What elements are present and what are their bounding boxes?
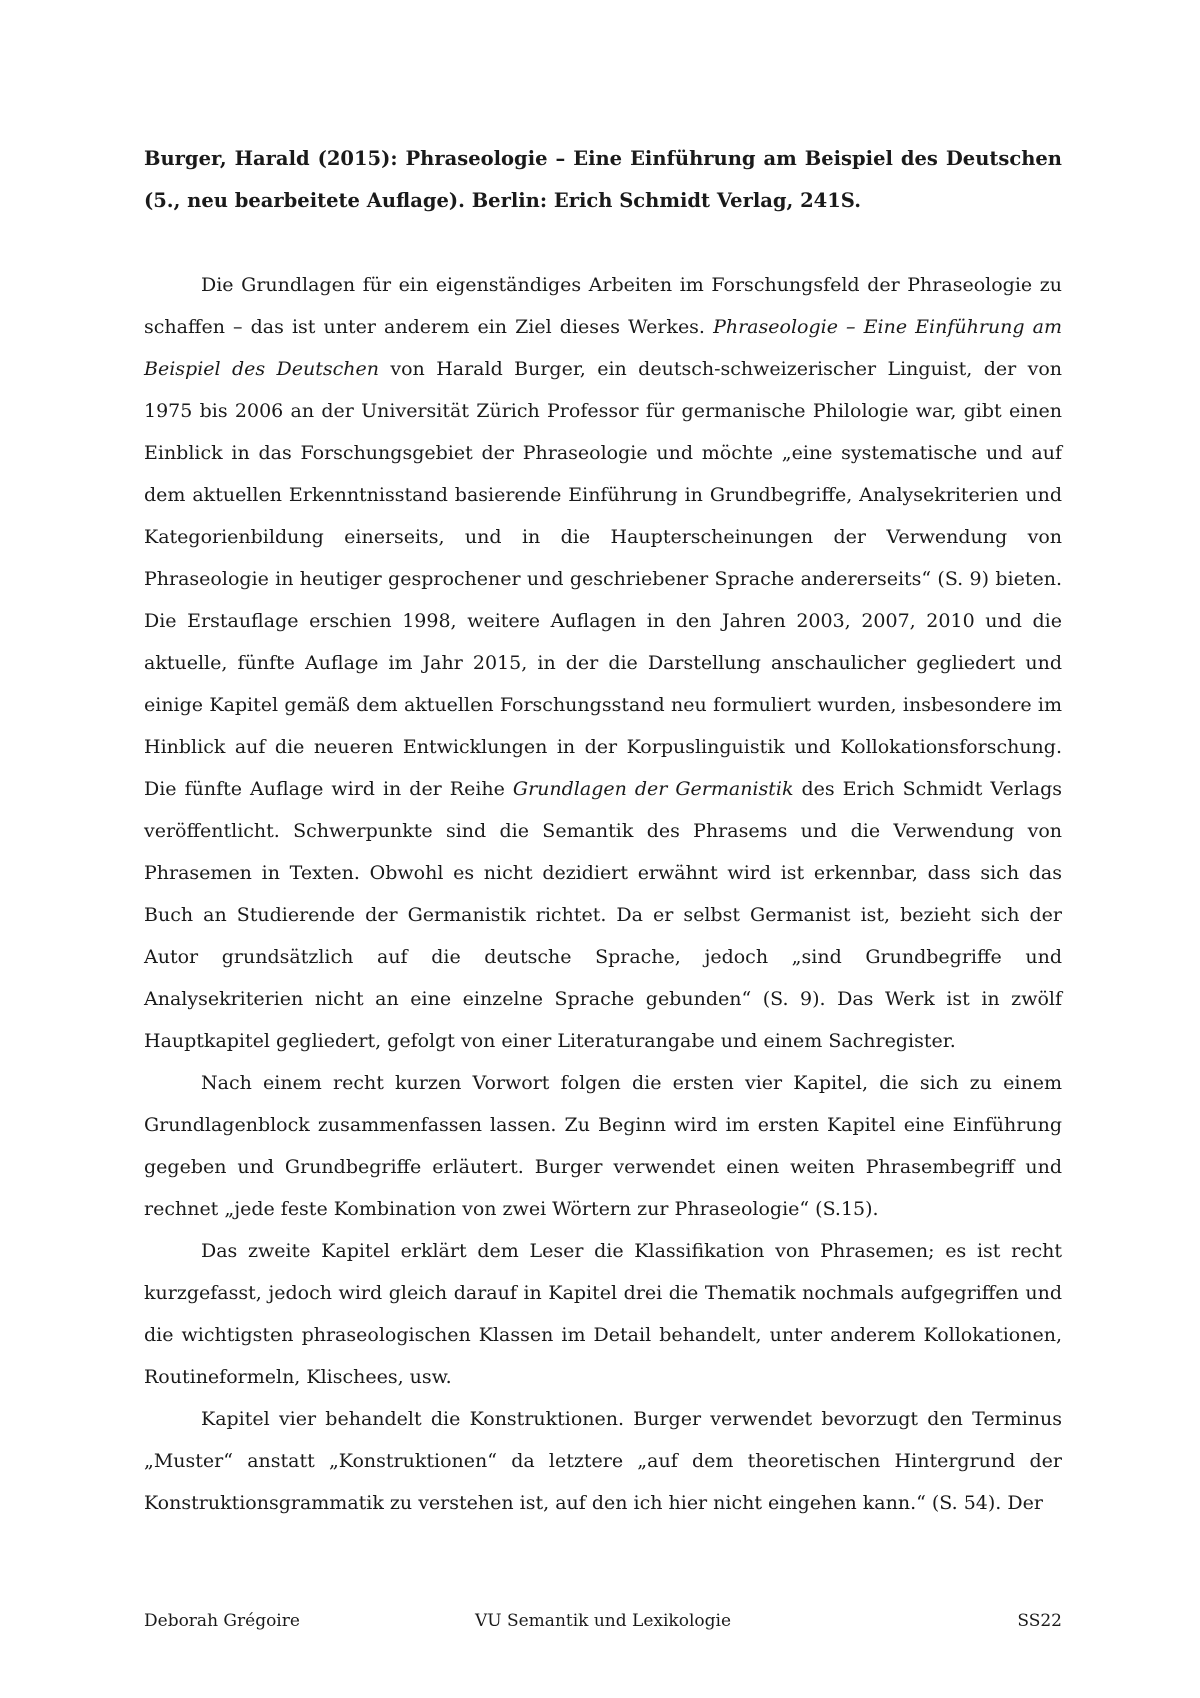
paragraph-1-text-a: Die Grundlagen für ein eigenständiges Arbeiten im Forschungsfeld der Phraseologie zu schaffen – das ist unter anderem ein Ziel dieses Werkes. <box>144 274 1062 338</box>
paragraph-2: Nach einem recht kurzen Vorwort folgen die ersten vier Kapitel, die sich zu einem Grundlagenblock zusammenfassen lassen. Zu Beginn wird im ersten Kapitel eine Einführung gegeben und Grundbegriffe erläutert. Burger verwendet einen weiten Phrasembegriff und rechnet „jede feste Kombination von zwei Wörtern zur Phraseologie“ (S.15). <box>144 1072 1062 1220</box>
paragraph-3: Das zweite Kapitel erklärt dem Leser die Klassifikation von Phrasemen; es ist recht kurzgefasst, jedoch wird gleich darauf in Kapitel drei die Thematik nochmals aufgegriffen und die wichtigsten phraseologischen Klassen im Detail behandelt, unter anderem Kollokationen, Routineformeln, Klischees, usw. <box>144 1240 1062 1388</box>
footer-semester: SS22 <box>1017 1611 1062 1631</box>
paragraph-1-text-b: von Harald Burger, ein deutsch-schweizerischer Linguist, der von 1975 bis 2006 an der Universität Zürich Professor für germanische Philologie war, gibt einen Einblick in das Forschungsgebiet der Phraseologie und möchte „eine systematische und auf dem aktuellen Erkenntnisstand basierende Einführung in Grundbegriffe, Analysekriterien und Kategorienbildung einerseits, und in die Haupterscheinungen der Verwendung von Phraseologie in heutiger gesprochener und geschriebener Sprache andererseits“ (S. 9) bieten. Die Erstauflage erschien 1998, weitere Auflagen in den Jahren 2003, 2007, 2010 und die aktuelle, fünfte Auflage im Jahr 2015, in der die Darstellung anschaulicher gegliedert und einige Kapitel gemäß dem aktuellen Forschungsstand neu formuliert wurden, insbesondere im Hinblick auf die neueren Entwicklungen in der Korpuslinguistik und Kollokationsforschung. Die fünfte Auflage wird in der Reihe <box>144 358 1062 800</box>
page-footer <box>144 1606 1062 1636</box>
citation-heading: Burger, Harald (2015): Phraseologie – Eine Einführung am Beispiel des Deutschen (5., neu bearbeitete Auflage). Berlin: Erich Schmidt Verlag, 241S. <box>144 147 1062 212</box>
paragraph-1 <box>144 264 1062 1062</box>
paragraph-1-text-c: des Erich Schmidt Verlags veröffentlicht. Schwerpunkte sind die Semantik des Phrasems und die Verwendung von Phrasemen in Texten. Obwohl es nicht dezidiert erwähnt wird ist erkennbar, dass sich das Buch an Studierende der Germanistik richtet. Da er selbst Germanist ist, bezieht sich der Autor grundsätzlich auf die deutsche Sprache, jedoch „sind Grundbegriffe und Analysekriterien nicht an eine einzelne Sprache gebunden“ (S. 9). Das Werk ist in zwölf Hauptkapitel gegliedert, gefolgt von einer Literaturangabe und einem Sachregister. <box>144 778 1062 1052</box>
book-title-italic: Phraseologie – Eine Einführung am Beispiel des Deutschen <box>144 316 1062 380</box>
series-title-italic: Grundlagen der Germanistik <box>512 778 794 800</box>
main-text <box>144 138 1062 1524</box>
footer-author: Deborah Grégoire <box>144 1611 300 1631</box>
footer-course: VU Semantik und Lexikologie <box>474 1611 732 1631</box>
paragraph-4: Kapitel vier behandelt die Konstruktionen. Burger verwendet bevorzugt den Terminus „Muster“ anstatt „Konstruktionen“ da letztere „auf dem theoretischen Hintergrund der Konstruktionsgrammatik zu verstehen ist, auf den ich hier nicht eingehen kann.“ (S. 54). Der <box>144 1408 1062 1514</box>
